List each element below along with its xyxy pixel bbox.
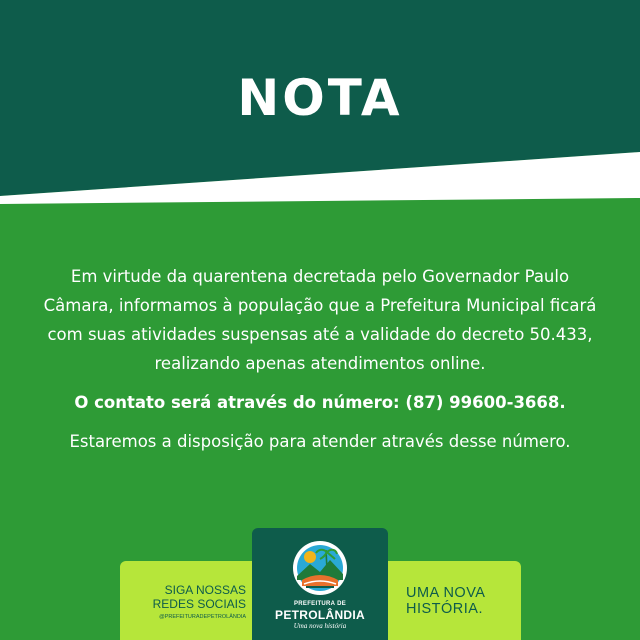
logo-name: PETROLÂNDIA <box>275 608 365 622</box>
social-line-2: REDES SOCIAIS <box>152 597 246 611</box>
contact-line: O contato será através do número: (87) 99600-3668. <box>74 393 566 412</box>
logo-tagline: Uma nova história <box>293 622 347 630</box>
petrolandia-emblem-icon <box>292 540 348 596</box>
page-title: NOTA <box>237 69 403 127</box>
notice-paragraph: Em virtude da quarentena decretada pelo Governador Paulo Câmara, informamos à população que a Prefeitura Municipal ficará com suas atividades suspensas até a validade do decreto 50.433, realizando apenas atendimentos online. <box>43 267 597 373</box>
social-handle: @PREFEITURADEPETROLÂNDIA <box>159 614 246 620</box>
social-line-1: SIGA NOSSAS <box>164 583 246 597</box>
slogan-text: UMA NOVA HISTÓRIA. <box>406 585 485 617</box>
notice-body <box>40 262 600 456</box>
slogan-box <box>388 561 521 640</box>
logo-prefix: PREFEITURA DE <box>293 601 346 607</box>
availability-line: Estaremos a disposição para atender através desse número. <box>69 432 571 451</box>
social-follow-box <box>120 561 262 640</box>
logo-box <box>252 528 388 640</box>
